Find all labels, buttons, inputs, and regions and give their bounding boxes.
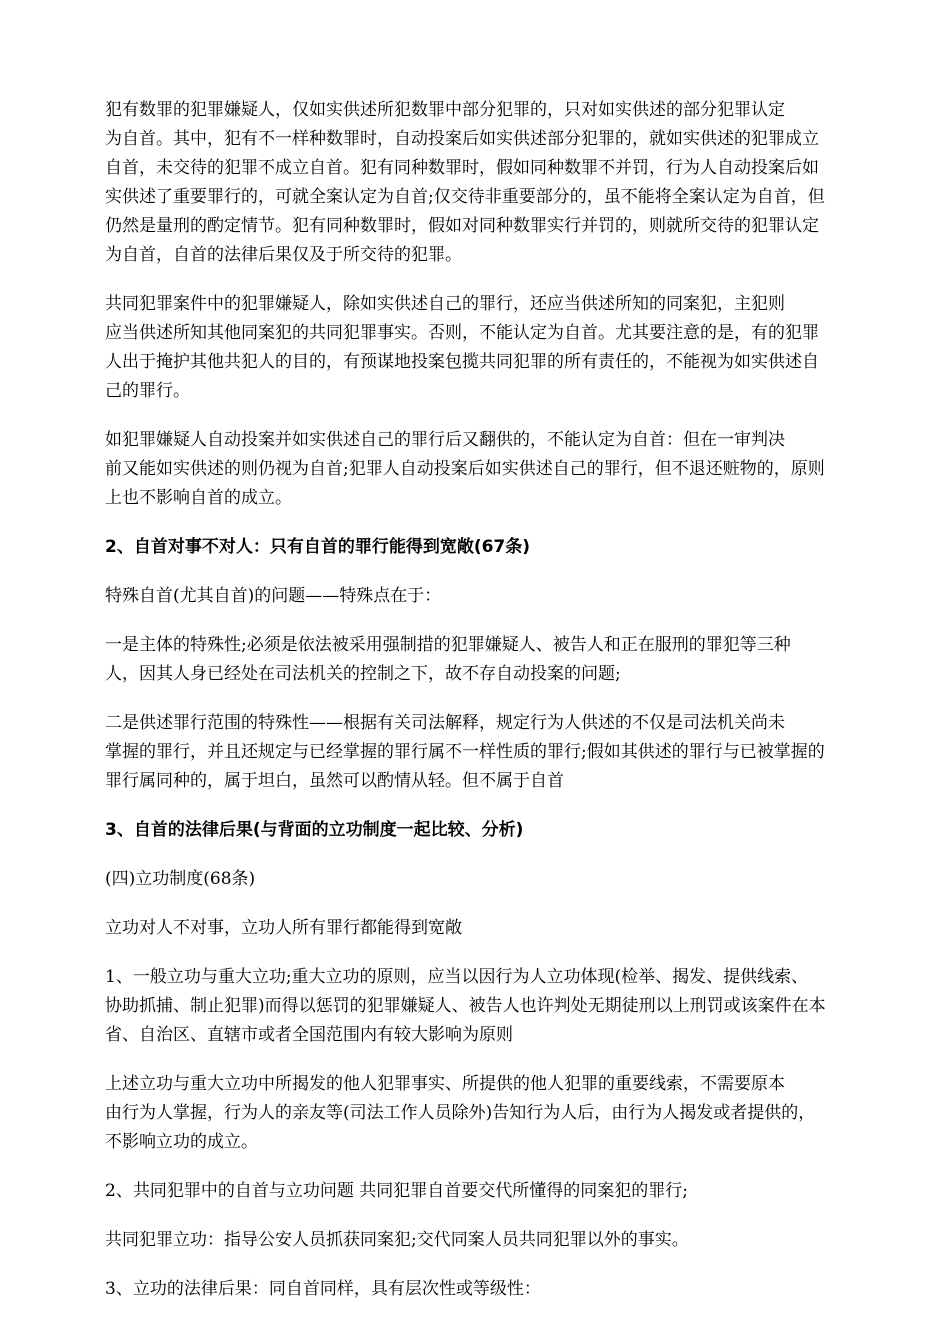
text-line: 2、自首对事不对人：只有自首的罪行能得到宽敞(67条) [105,537,531,557]
text-line: 如犯罪嫌疑人自动投案并如实供述自己的罪行后又翻供的，不能认定为自首：但在一审判决 [105,430,785,450]
body-paragraph [66,1177,896,1206]
text-line: 实供述了重要罪行的，可就全案认定为自首;仅交待非重要部分的，虽不能将全案认定为自首，但 [105,187,825,207]
text-line: 省、自治区、直辖市或者全国范围内有较大影响为原则 [105,1025,513,1045]
text-line: 人出于掩护其他共犯人的目的，有预谋地投案包揽共同犯罪的所有责任的，不能视为如实供述自 [105,352,819,372]
text-line: 己的罪行。 [105,381,190,401]
text-line: 上也不影响自首的成立。 [105,488,292,508]
text-line: 犯有数罪的犯罪嫌疑人，仅如实供述所犯数罪中部分犯罪的，只对如实供述的部分犯罪认定 [105,100,785,120]
text-line: 2、共同犯罪中的自首与立功问题 共同犯罪自首要交代所懂得的同案犯的罪行; [105,1181,688,1201]
body-paragraph [66,963,896,1050]
text-line: 罪行属同种的，属于坦白，虽然可以酌情从轻。但不属于自首 [105,771,564,791]
text-line: 3、自首的法律后果(与背面的立功制度一起比较、分析) [105,820,524,840]
text-line: 协助抓捕、制止犯罪)而得以惩罚的犯罪嫌疑人、被告人也许判处无期徒刑以上刑罚或该案件在本 [105,996,826,1016]
text-line: 二是供述罪行范围的特殊性——根据有关司法解释，规定行为人供述的不仅是司法机关尚未 [105,713,785,733]
body-paragraph [66,865,896,894]
body-paragraph [66,96,896,270]
text-line: 由行为人掌握，行为人的亲友等(司法工作人员除外)告知行为人后，由行为人揭发或者提供的， [105,1103,816,1123]
text-line: 为自首。其中，犯有不一样种数罪时，自动投案后如实供述部分犯罪的，就如实供述的犯罪成立 [105,129,819,149]
body-paragraph [66,1226,896,1255]
text-line: 为自首，自首的法律后果仅及于所交待的犯罪。 [105,245,462,265]
document-body [66,96,896,1324]
text-line: 1、一般立功与重大立功;重大立功的原则，应当以因行为人立功体现(检举、揭发、提供线索、 [105,967,809,987]
text-line: 特殊自首(尤其自首)的问题——特殊点在于： [105,586,442,606]
body-paragraph [66,709,896,796]
text-line: 仍然是量刑的酌定情节。犯有同种数罪时，假如对同种数罪实行并罚的，则就所交待的犯罪认定 [105,216,819,236]
section-heading [66,533,896,562]
text-line: 应当供述所知其他同案犯的共同犯罪事实。否则，不能认定为自首。尤其要注意的是，有的犯罪 [105,323,819,343]
text-line: 前又能如实供述的则仍视为自首;犯罪人自动投案后如实供述自己的罪行，但不退还赃物的，原则 [105,459,825,479]
text-line: 3、立功的法律后果：同自首同样，具有层次性或等级性： [105,1279,541,1299]
text-line: 共同犯罪立功：指导公安人员抓获同案犯;交代同案人员共同犯罪以外的事实。 [105,1230,689,1250]
text-line: 立功对人不对事，立功人所有罪行都能得到宽敞 [105,918,462,938]
section-heading [66,816,896,845]
text-line: 一是主体的特殊性;必须是依法被采用强制措的犯罪嫌疑人、被告人和正在服刑的罪犯等三种 [105,635,791,655]
text-line: 掌握的罪行，并且还规定与已经掌握的罪行属不一样性质的罪行;假如其供述的罪行与已被掌握的 [105,742,825,762]
text-line: 上述立功与重大立功中所揭发的他人犯罪事实、所提供的他人犯罪的重要线索，不需要原本 [105,1074,785,1094]
text-line: 人，因其人身已经处在司法机关的控制之下，故不存自动投案的问题; [105,664,621,684]
text-line: 自首，未交待的犯罪不成立自首。犯有同种数罪时，假如同种数罪不并罚，行为人自动投案后如 [105,158,819,178]
body-paragraph [66,290,896,406]
text-line: 共同犯罪案件中的犯罪嫌疑人，除如实供述自己的罪行，还应当供述所知的同案犯，主犯则 [105,294,785,314]
text-line: (四)立功制度(68条) [105,869,256,889]
body-paragraph [66,1275,896,1304]
body-paragraph [66,582,896,611]
body-paragraph [66,426,896,513]
body-paragraph [66,1070,896,1157]
text-line: 不影响立功的成立。 [105,1132,258,1152]
body-paragraph [66,914,896,943]
body-paragraph [66,631,896,689]
